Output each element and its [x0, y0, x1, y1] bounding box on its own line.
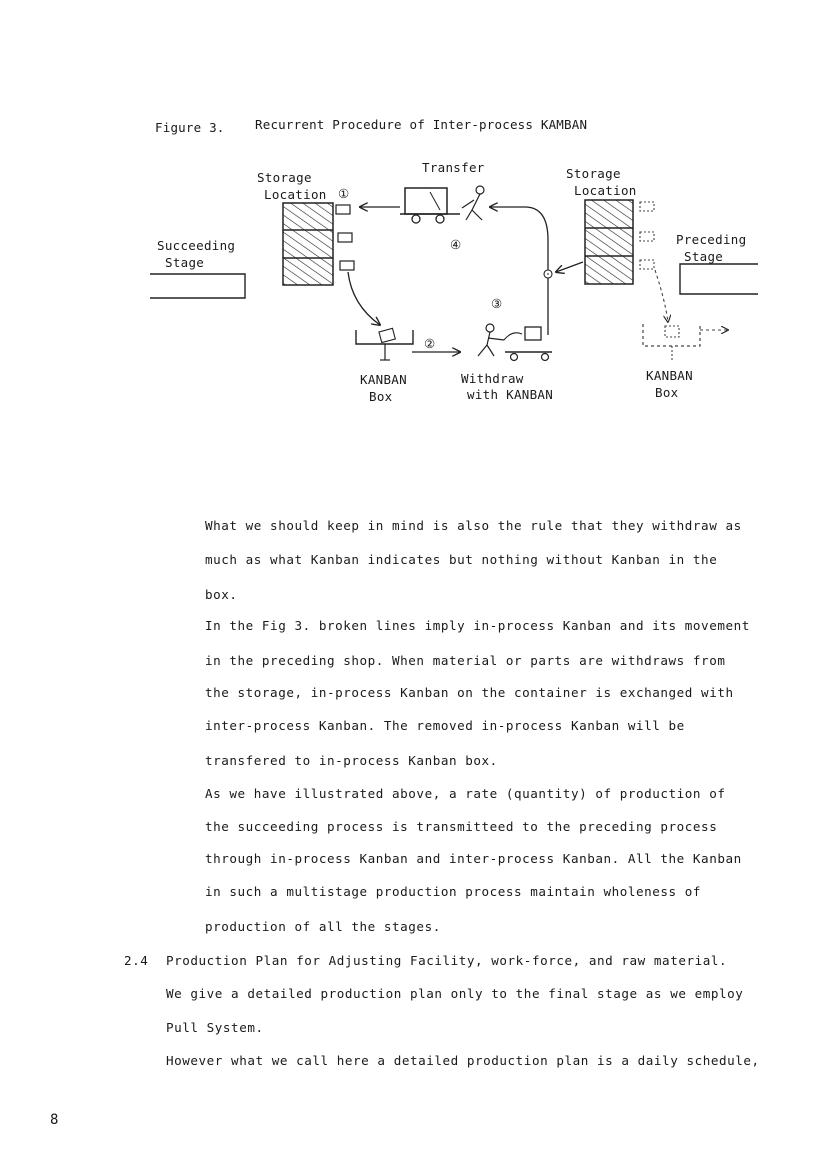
section-line: However what we call here a detailed production plan is a daily schedule,	[166, 1053, 760, 1068]
left-storage-rack	[283, 203, 354, 285]
body-line: the succeeding process is transmitteed to the preceding process	[205, 819, 718, 834]
section-line: We give a detailed production plan only to the final stage as we employ	[166, 986, 744, 1001]
storage-location-left-label-2: Location	[264, 187, 327, 202]
withdraw-cart	[478, 324, 552, 361]
storage-location-left-label-1: Storage	[257, 170, 312, 185]
step-2-marker: ②	[424, 336, 436, 351]
transfer-truck	[400, 186, 484, 223]
storage-location-right-label-1: Storage	[566, 166, 621, 181]
step-1-marker: ①	[338, 186, 350, 201]
body-line: in such a multistage production process maintain wholeness of	[205, 884, 702, 899]
transfer-label: Transfer	[422, 160, 485, 175]
section-line: Pull System.	[166, 1020, 264, 1035]
body-line: production of all the stages.	[205, 919, 441, 934]
withdraw-label-1: Withdraw	[461, 371, 524, 386]
left-kanban-box	[356, 328, 413, 360]
body-line: As we have illustrated above, a rate (quantity) of production of	[205, 786, 726, 801]
withdraw-label-2: with KANBAN	[467, 387, 554, 402]
kanban-box-left-label-2: Box	[369, 389, 393, 404]
succeeding-stage-label-2: Stage	[165, 255, 205, 270]
preceding-stage-label-1: Preceding	[676, 232, 747, 247]
figure-caption-title: Recurrent Procedure of Inter-process KAMBAN	[255, 117, 588, 132]
body-line: In the Fig 3. broken lines imply in-process Kanban and its movement	[205, 618, 750, 633]
body-line: What we should keep in mind is also the rule that they withdraw as	[205, 518, 742, 533]
step-3-marker: ③	[491, 296, 503, 311]
succeeding-stage-label-1: Succeeding	[157, 238, 236, 253]
body-line: inter-process Kanban. The removed in-process Kanban will be	[205, 718, 685, 733]
body-line: through in-process Kanban and inter-process Kanban. All the Kanban	[205, 851, 742, 866]
body-line: transfered to in-process Kanban box.	[205, 753, 498, 768]
kanban-procedure-diagram	[0, 0, 827, 440]
figure-caption-number: Figure 3.	[155, 120, 225, 135]
body-line: in the preceding shop. When material or parts are withdraws from	[205, 653, 726, 668]
kanban-box-right-label-2: Box	[655, 385, 679, 400]
section-title: Production Plan for Adjusting Facility, work-force, and raw material.	[166, 953, 728, 968]
page-number: 8	[50, 1112, 59, 1128]
body-line: much as what Kanban indicates but nothing without Kanban in the	[205, 552, 718, 567]
body-line: box.	[205, 587, 238, 602]
step-4-marker: ④	[450, 237, 462, 252]
body-line: the storage, in-process Kanban on the container is exchanged with	[205, 685, 734, 700]
preceding-stage-label-2: Stage	[684, 249, 724, 264]
kanban-box-left-label-1: KANBAN	[360, 372, 407, 387]
right-storage-rack	[585, 200, 654, 284]
storage-location-right-label-2: Location	[574, 183, 637, 198]
kanban-box-right-label-1: KANBAN	[646, 368, 693, 383]
right-kanban-box	[643, 270, 728, 362]
section-number: 2.4	[124, 953, 149, 968]
